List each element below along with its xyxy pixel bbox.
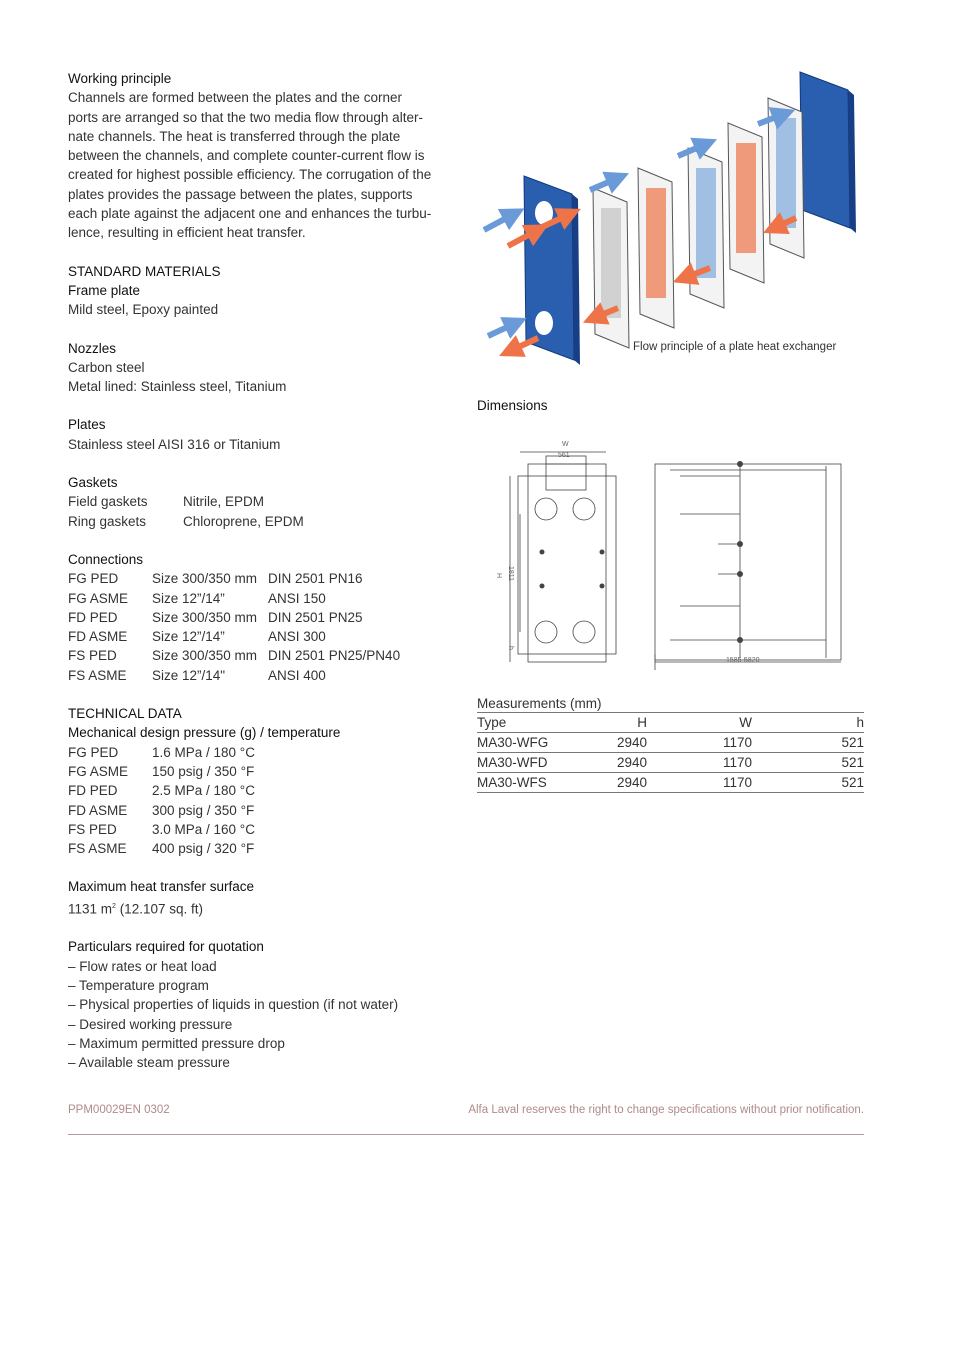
- flow-principle-illustration: [478, 68, 863, 368]
- pressure-row: [68, 839, 463, 858]
- pressure-code: FD PED: [68, 783, 118, 799]
- quotation-item: – Desired working pressure: [68, 1016, 233, 1032]
- connection-size: Size 12”/14": [152, 667, 226, 683]
- pressure-value: 150 psig / 350 °F: [152, 763, 255, 779]
- pressure-value: 400 psig / 320 °F: [152, 841, 255, 857]
- pressure-code: FS ASME: [68, 841, 127, 857]
- column-header: h: [752, 713, 864, 733]
- connection-standard: ANSI 150: [268, 590, 326, 606]
- frame-plate-title: Frame plate: [68, 282, 141, 298]
- working-principle-section: [68, 69, 463, 243]
- working-principle-line: Channels are formed between the plates and the corner: [68, 90, 402, 106]
- materials-section: [68, 262, 463, 320]
- pressure-title: Mechanical design pressure (g) / temperature: [68, 725, 341, 741]
- nozzles-value: Metal lined: Stainless steel, Titanium: [68, 379, 287, 395]
- column-header: H: [587, 713, 647, 733]
- connection-code: FD PED: [68, 609, 118, 625]
- left-column: [68, 69, 463, 1073]
- frame-plate-value: Mild steel, Epoxy painted: [68, 302, 219, 318]
- connection-row: [68, 627, 463, 646]
- connection-standard: DIN 2501 PN16: [268, 571, 363, 587]
- quotation-section: [68, 937, 463, 1072]
- working-principle-line: lence, resulting in efficient heat transfer.: [68, 225, 306, 241]
- working-principle-line: between the channels, and complete counter-current flow is: [68, 148, 425, 164]
- connections-section: [68, 550, 463, 685]
- surface-imperial: (12.107 sq. ft): [115, 901, 203, 917]
- heat-plates: [593, 98, 804, 348]
- connection-size: Size 300/350 mm: [152, 648, 258, 664]
- side-view-frame: [655, 464, 841, 660]
- connection-size: Size 300/350 mm: [152, 609, 258, 625]
- dim-h-label: H: [495, 573, 502, 579]
- connection-code: FG PED: [68, 571, 119, 587]
- quotation-title: Particulars required for quotation: [68, 939, 264, 955]
- connection-code: FS ASME: [68, 667, 127, 683]
- pressure-plate: [800, 72, 850, 228]
- connection-row: [68, 569, 463, 588]
- gasket-row: [68, 512, 463, 531]
- quotation-item: – Available steam pressure: [68, 1055, 230, 1071]
- connection-row: [68, 589, 463, 608]
- nozzles-title: Nozzles: [68, 340, 117, 356]
- pressure-code: FG ASME: [68, 763, 129, 779]
- gasket-row: [68, 492, 463, 511]
- port: [535, 498, 557, 520]
- working-principle-line: ports are arranged so that the two media flow through alter-: [68, 109, 423, 125]
- table-row: [477, 773, 864, 793]
- pressure-row: [68, 801, 463, 820]
- surface-title: Maximum heat transfer surface: [68, 879, 255, 895]
- surface-section: [68, 877, 463, 918]
- table-cell: MA30-WFS: [477, 773, 587, 793]
- front-view-frame: [528, 464, 606, 662]
- gaskets-section: [68, 473, 463, 531]
- gasket-value: Nitrile, EPDM: [183, 494, 265, 510]
- column-header: Type: [477, 713, 587, 733]
- connection-size: Size 300/350 mm: [152, 571, 258, 587]
- surface-superscript: 2: [112, 902, 116, 910]
- table-cell: 521: [752, 773, 864, 793]
- connection-code: FG ASME: [68, 590, 129, 606]
- pressure-value: 3.0 MPa / 160 °C: [152, 821, 255, 837]
- dim-w-value: 561: [558, 452, 570, 459]
- connection-code: FD ASME: [68, 629, 128, 645]
- pressure-value: 2.5 MPa / 180 °C: [152, 783, 255, 799]
- table-cell: 2940: [587, 753, 647, 773]
- measurements-title: Measurements (mm): [477, 696, 602, 711]
- materials-title: STANDARD MATERIALS: [68, 263, 221, 279]
- port: [573, 498, 595, 520]
- dim-small-h-label: h: [507, 646, 514, 650]
- pressure-row: [68, 820, 463, 839]
- dimensions-title: Dimensions: [477, 398, 548, 413]
- table-cell: 521: [752, 733, 864, 753]
- gasket-name: Field gaskets: [68, 494, 148, 510]
- measurements: [477, 696, 864, 793]
- technical-section: [68, 704, 463, 858]
- pressure-row: [68, 781, 463, 800]
- disclaimer: Alfa Laval reserves the right to change specifications without prior notification.: [468, 1104, 864, 1116]
- working-principle-line: plates provides the passage between the plates, supports: [68, 186, 413, 202]
- technical-title: TECHNICAL DATA: [68, 706, 182, 722]
- table-cell: 1170: [647, 753, 752, 773]
- table-cell: 1170: [647, 733, 752, 753]
- quotation-item: – Flow rates or heat load: [68, 958, 217, 974]
- connection-standard: ANSI 400: [268, 667, 326, 683]
- table-cell: 521: [752, 753, 864, 773]
- document-code: PPM00029EN 0302: [68, 1104, 170, 1116]
- working-principle-line: created for highest possible efficiency. The corrugation of the: [68, 167, 432, 183]
- connection-standard: DIN 2501 PN25/PN40: [268, 648, 401, 664]
- gasket-value: Chloroprene, EPDM: [183, 513, 304, 529]
- table-cell: 2940: [587, 773, 647, 793]
- working-principle-line: each plate against the adjacent one and enhances the turbu-: [68, 206, 432, 222]
- nozzles-section: [68, 339, 463, 397]
- connection-size: Size 12”/14”: [152, 629, 225, 645]
- footer-divider: [68, 1134, 864, 1135]
- quotation-item: – Maximum permitted pressure drop: [68, 1035, 285, 1051]
- connection-row: [68, 666, 463, 685]
- pressure-value: 300 psig / 350 °F: [152, 802, 255, 818]
- working-principle-line: nate channels. The heat is transferred through the plate: [68, 128, 401, 144]
- table-row: [477, 733, 864, 753]
- plates-value: Stainless steel AISI 316 or Titanium: [68, 436, 281, 452]
- port: [535, 621, 557, 643]
- table-cell: MA30-WFG: [477, 733, 587, 753]
- pressure-row: [68, 743, 463, 762]
- quotation-item: – Physical properties of liquids in question (if not water): [68, 997, 399, 1013]
- connection-standard: ANSI 300: [268, 629, 326, 645]
- column-header: W: [647, 713, 752, 733]
- pressure-value: 1.6 MPa / 180 °C: [152, 744, 255, 760]
- dim-length-label: 1585-5820: [726, 657, 760, 664]
- surface-value: [68, 897, 463, 919]
- connections-title: Connections: [68, 551, 144, 567]
- connection-row: [68, 646, 463, 665]
- gasket-name: Ring gaskets: [68, 513, 147, 529]
- gaskets-title: Gaskets: [68, 475, 118, 491]
- connection-code: FS PED: [68, 648, 117, 664]
- dim-h-value: 1811: [507, 566, 514, 582]
- dim-w-label: W: [562, 441, 569, 448]
- connection-size: Size 12”/14”: [152, 590, 225, 606]
- surface-number: 1131 m: [68, 901, 113, 917]
- table-header-row: [477, 713, 864, 733]
- table-row: [477, 753, 864, 773]
- connection-standard: DIN 2501 PN25: [268, 609, 363, 625]
- connection-row: [68, 608, 463, 627]
- table-cell: MA30-WFD: [477, 753, 587, 773]
- nozzles-value: Carbon steel: [68, 359, 145, 375]
- table-cell: 1170: [647, 773, 752, 793]
- pressure-row: [68, 762, 463, 781]
- pressure-code: FD ASME: [68, 802, 128, 818]
- table-cell: 2940: [587, 733, 647, 753]
- figure-caption: Flow principle of a plate heat exchanger: [633, 341, 837, 353]
- port: [573, 621, 595, 643]
- pressure-code: FS PED: [68, 821, 117, 837]
- measurements-table: [477, 712, 864, 793]
- pressure-code: FG PED: [68, 744, 119, 760]
- plates-title: Plates: [68, 417, 106, 433]
- working-principle-title: Working principle: [68, 71, 172, 86]
- plates-section: [68, 415, 463, 454]
- quotation-item: – Temperature program: [68, 978, 209, 994]
- dimensions-drawing: [490, 436, 860, 672]
